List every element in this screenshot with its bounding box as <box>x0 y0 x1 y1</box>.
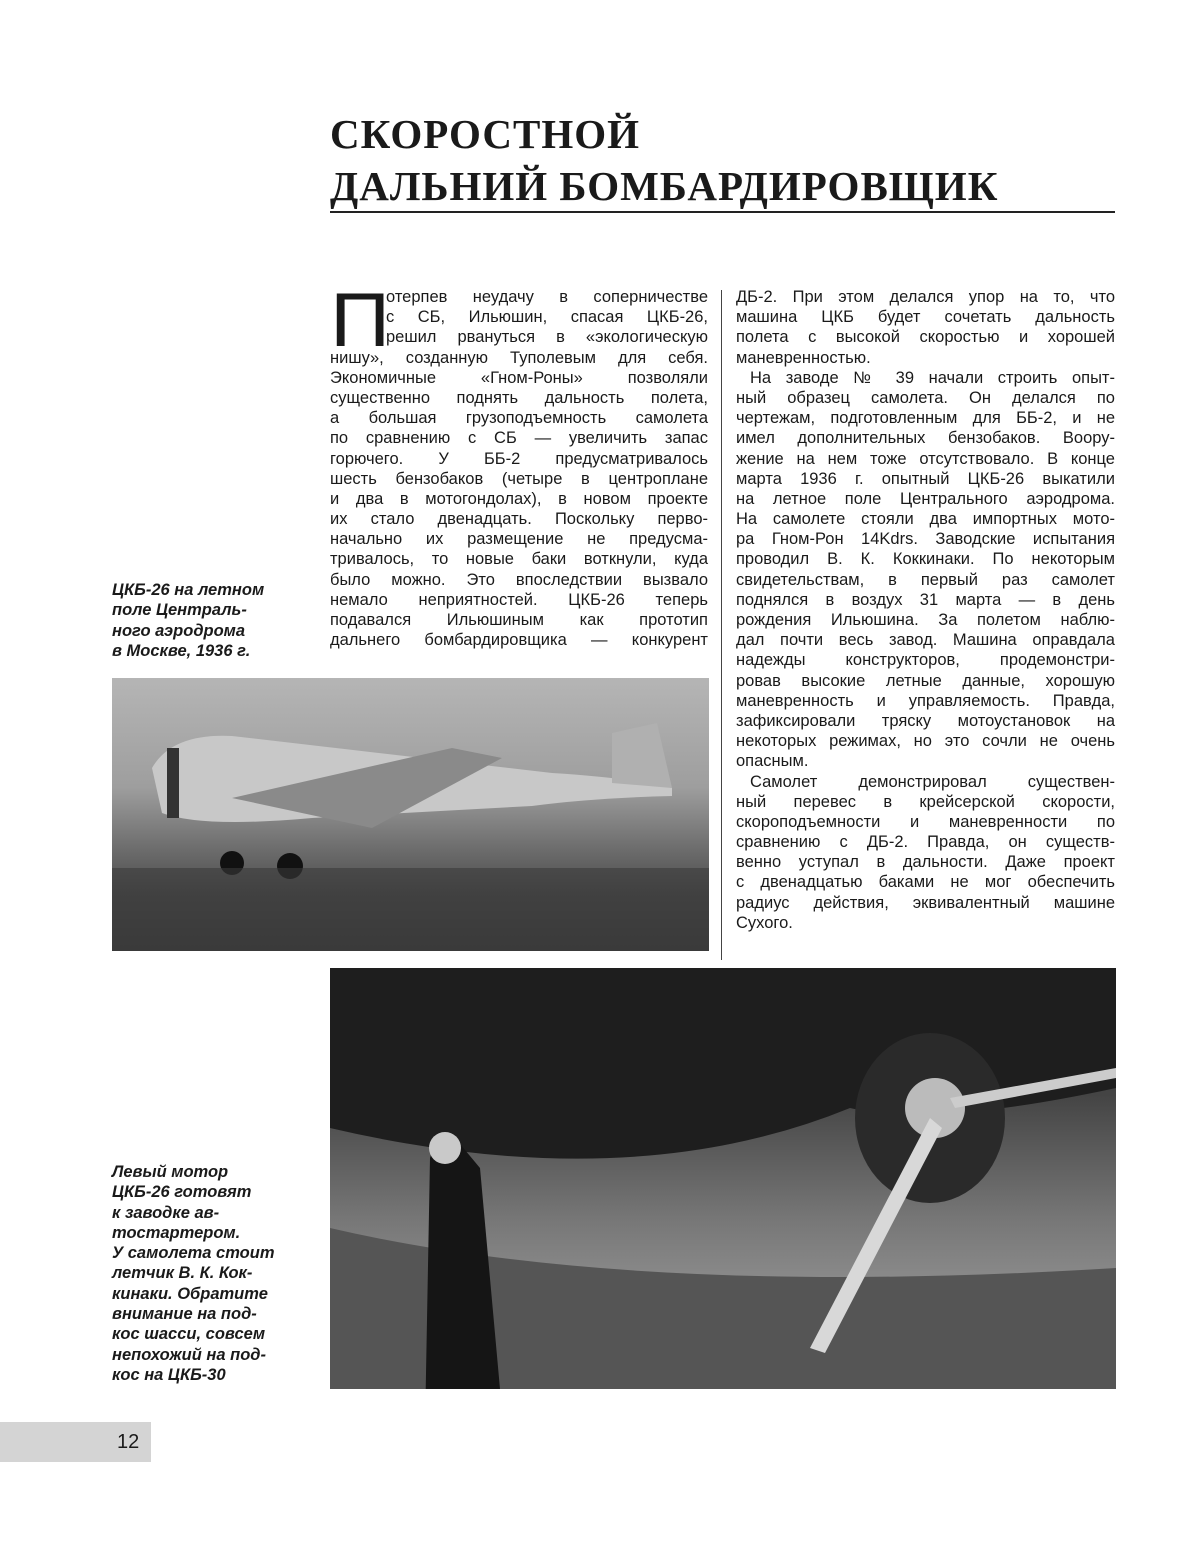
caption-line: ЦКБ-26 готовят <box>112 1183 252 1202</box>
text-line: по сравнению с СБ — увеличить запас <box>330 429 708 448</box>
text-line: проводил В. К. Коккинаки. По некоторым <box>736 550 1115 569</box>
photo-aircraft-on-airfield <box>112 678 709 951</box>
text-line: чертежам, подготовленным для ББ-2, и не <box>736 409 1115 428</box>
text-line: шесть бензобаков (четыре в центроплане <box>330 469 708 488</box>
text-line: с двенадцатью баками не мог обеспечить <box>736 873 1115 892</box>
text-line: Самолет демонстрировал существен- <box>750 772 1115 791</box>
text-line: марта 1936 г. опытный ЦКБ-26 выкатили <box>736 469 1115 488</box>
text-line: сравнению с ДБ-2. Правда, он существ- <box>736 833 1115 852</box>
text-line: жение на нем тоже отсутствовало. В конце <box>736 449 1115 468</box>
caption-line: непохожий на под- <box>112 1345 266 1364</box>
caption-line: в Москве, 1936 г. <box>112 641 251 660</box>
text-line: свидетельствам, в первый раз самолет <box>736 570 1115 589</box>
text-line: зафиксировали тряску мотоустановок на <box>736 711 1115 730</box>
title-rule <box>330 211 1115 213</box>
text-line: существенно поднять дальность полета, <box>330 388 708 407</box>
text-line: маневренностью. <box>736 348 871 367</box>
caption-line: поле Централь- <box>112 601 247 620</box>
text-line: радиус действия, эквивалентный машине <box>736 893 1115 912</box>
caption-line: кос шасси, совсем <box>112 1325 266 1344</box>
text-line: нишу», созданную Туполевым для себя. <box>330 348 708 367</box>
photo-caption-2 <box>112 1162 302 1385</box>
text-line: немало неприятностей. ЦКБ-26 теперь <box>330 590 708 609</box>
photo-engine-and-pilot <box>330 968 1116 1389</box>
text-line: ный образец самолета. Он делался по <box>736 388 1115 407</box>
text-line: поднялся в воздух 31 марта — в день <box>736 590 1115 609</box>
text-line: венно уступал в дальности. Даже проект <box>736 853 1115 872</box>
text-line: было можно. Это впоследствии вызвало <box>330 570 708 589</box>
text-line: машина ЦКБ будет сочетать дальность <box>736 308 1115 327</box>
caption-line: кинаки. Обратите <box>112 1284 268 1303</box>
text-line: дал почти весь завод. Машина оправдала <box>736 631 1115 650</box>
text-line: имел дополнительных бензобаков. Воору- <box>736 429 1115 448</box>
text-line: рождения Ильюшина. За полетом наблю- <box>736 611 1115 629</box>
text-line: а большая грузоподъемность самолета <box>330 409 708 428</box>
text-line: и два в мотогондолах), в новом проекте <box>330 489 708 508</box>
text-line: решил рвануться в «экологическую <box>386 328 708 347</box>
caption-line: Левый мотор <box>112 1163 229 1181</box>
text-line: ДБ-2. При этом делался упор на то, что <box>736 288 1115 306</box>
text-line: скороподъемности и маневренности по <box>736 812 1115 831</box>
caption-line: летчик В. К. Кок- <box>112 1264 253 1283</box>
text-line: полета с высокой скоростью и хорошей <box>736 328 1115 347</box>
caption-line: ного аэродрома <box>112 621 246 640</box>
text-line: На самолете стояли два импортных мото- <box>736 510 1115 529</box>
text-line: ровав высокие летные данные, хорошую <box>736 671 1115 690</box>
engine-photo-image <box>330 968 1116 1389</box>
caption-line: тостартером. <box>112 1223 241 1242</box>
text-line: маневренность и управляемость. Правда, <box>736 691 1115 710</box>
text-line: дальнего бомбардировщика — конкурент <box>330 631 708 650</box>
caption-line: У самолета стоит <box>112 1244 275 1263</box>
caption-line: внимание на под- <box>112 1305 257 1324</box>
caption-line: кос на ЦКБ-30 <box>112 1365 226 1384</box>
text-column-2 <box>736 287 1115 933</box>
article-title <box>330 108 998 212</box>
text-line: с СБ, Ильюшин, спасая ЦКБ-26, <box>386 308 708 327</box>
drop-cap: П <box>330 278 391 363</box>
aircraft-silhouette-image <box>112 678 709 951</box>
title-line: СКОРОСТНОЙ <box>330 111 641 157</box>
text-line: ный перевес в крейсерской скорости, <box>736 792 1115 811</box>
text-line: надежды конструкторов, продемонстри- <box>736 651 1115 670</box>
page-number: 12 <box>117 1431 140 1453</box>
text-line: тривалось, то новые баки воткнули, куда <box>330 550 708 569</box>
caption-line: ЦКБ-26 на летном <box>112 581 265 599</box>
photo-caption-1 <box>112 580 302 661</box>
text-line: На заводе № 39 начали строить опыт- <box>750 368 1115 387</box>
text-line: ра Гном-Рон 14Kdrs. Заводские испытания <box>736 530 1115 549</box>
text-line: их стало двенадцать. Поскольку перво- <box>330 510 708 529</box>
title-line: ДАЛЬНИЙ БОМБАРДИРОВЩИК <box>330 163 999 209</box>
text-line: подавался Ильюшиным как прототип <box>330 611 708 629</box>
caption-line: к заводке ав- <box>112 1203 220 1222</box>
text-line: горючего. У ББ-2 предусматривалось <box>330 449 708 468</box>
text-column-1 <box>330 278 708 650</box>
text-line: опасным. <box>736 752 809 771</box>
text-line: Экономичные «Гном-Роны» позволяли <box>330 368 708 387</box>
text-line: на летное поле Центрального аэродрома. <box>736 489 1115 508</box>
text-line: начально их размещение не предусма- <box>330 530 708 549</box>
text-line: некоторых режимах, но это сочли не очень <box>736 732 1115 751</box>
column-divider <box>721 290 722 960</box>
text-line: Сухого. <box>736 913 793 932</box>
text-line: отерпев неудачу в соперничестве <box>386 288 708 306</box>
